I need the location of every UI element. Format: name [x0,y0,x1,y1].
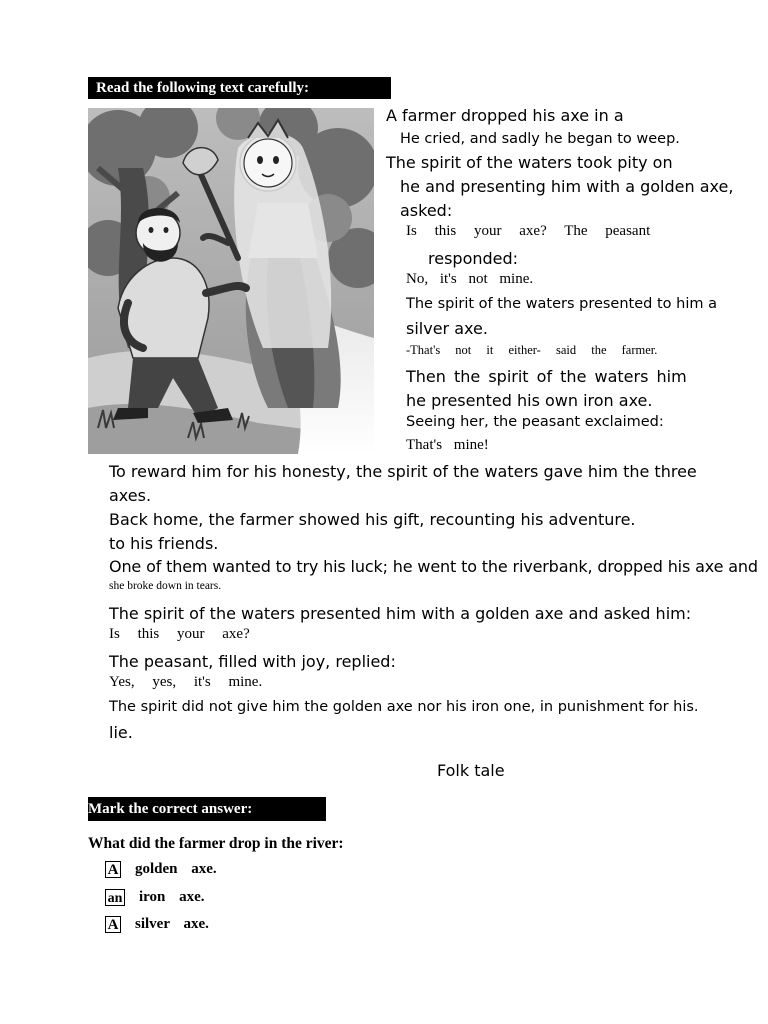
option-checkbox[interactable]: A [105,916,121,933]
story-line: The spirit did not give him the golden axe nor his iron one, in punishment for his. [109,699,699,715]
story-line: to his friends. [109,534,219,553]
story-line: she broke down in tears. [109,580,222,592]
story-line: lie. [109,723,133,742]
instruction-banner [88,77,391,99]
story-illustration [88,108,374,454]
answer-option-silver[interactable] [105,916,209,933]
story-line: That's mine! [406,437,489,453]
answer-option-golden[interactable] [105,861,217,878]
story-line: Is this your axe? The peasant [406,223,651,239]
story-line: Seeing her, the peasant exclaimed: [406,414,664,430]
story-line: A farmer dropped his axe in a [386,106,624,125]
story-line: he presented his own iron axe. [406,391,653,410]
story-line: -That's not it either- said the farmer. [406,343,658,357]
story-line: The peasant, filled with joy, replied: [109,652,396,671]
story-line: axes. [109,486,152,505]
instruction-text: Read the following text carefully: [96,80,310,96]
story-line: The spirit of the waters presented him with a golden axe and asked him: [109,604,692,623]
exercise-banner [88,797,326,821]
option-label: golden axe. [135,861,217,877]
story-line: Then the spirit of the waters him [406,367,687,386]
story-line: responded: [428,249,519,268]
story-line: silver axe. [406,319,488,338]
story-line: The spirit of the waters presented to him a [406,296,717,312]
exercise-instruction: Mark the correct answer: [88,801,253,817]
option-checkbox[interactable]: an [105,889,125,906]
option-label: iron axe. [139,889,205,905]
answer-option-iron[interactable] [105,889,205,906]
story-line: He cried, and sadly he began to weep. [400,131,680,147]
story-line: Yes, yes, it's mine. [109,674,263,690]
story-line: Is this your axe? [109,626,250,642]
story-line: To reward him for his honesty, the spirit of the waters gave him the three [109,462,697,481]
option-checkbox[interactable]: A [105,861,121,878]
story-line: The spirit of the waters took pity on [386,153,673,172]
story-line: Back home, the farmer showed his gift, recounting his adventure. [109,510,636,529]
story-line: No, it's not mine. [406,271,534,287]
story-line: he and presenting him with a golden axe, [400,177,734,196]
story-line: One of them wanted to try his luck; he went to the riverbank, dropped his axe and [109,557,758,576]
story-line: asked: [400,201,453,220]
option-label: silver axe. [135,916,209,932]
story-source: Folk tale [437,761,505,780]
question-text: What did the farmer drop in the river: [88,835,344,852]
